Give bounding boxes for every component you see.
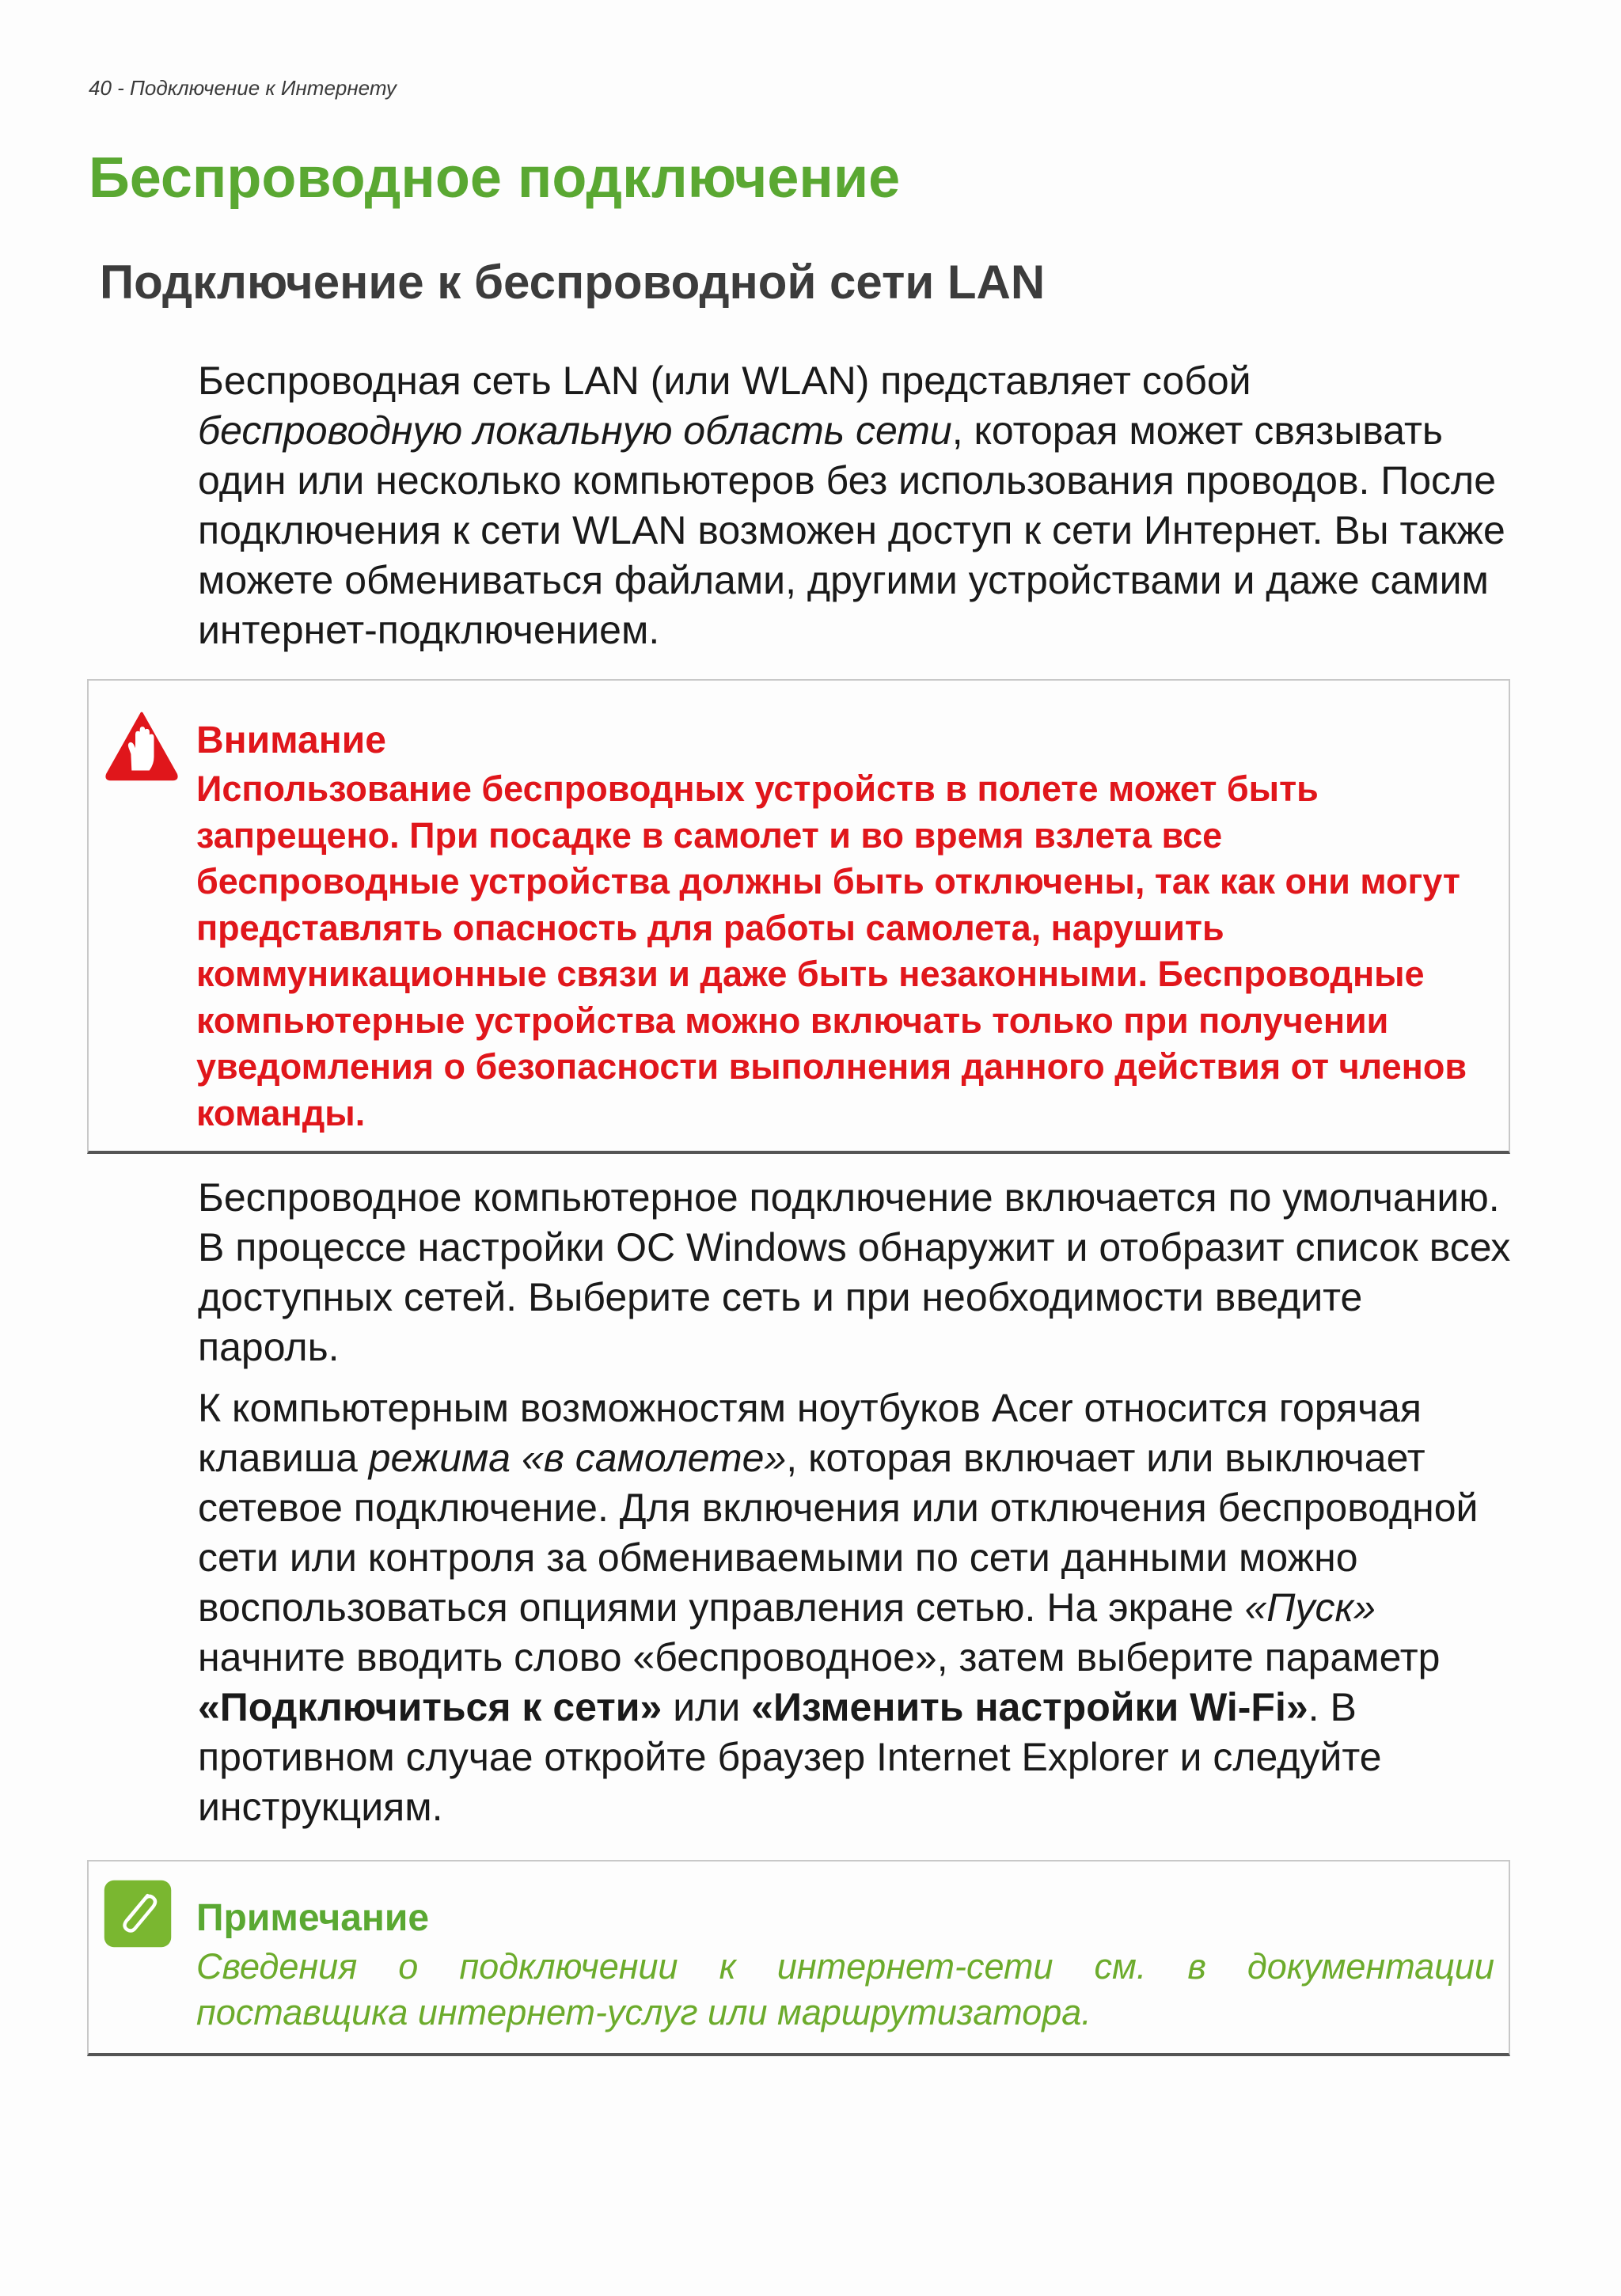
para3-text-4: или [662, 1685, 752, 1729]
warning-title: Внимание [196, 719, 386, 761]
page-title: Беспроводное подключение [89, 146, 901, 210]
default-connection-paragraph: Беспроводное компьютерное подключение включается по умолчанию. В процессе настройки ОС Windows обнаружит и отобразит список всех доступных сетей. Выберите сеть и при необходимости введите пароль. [198, 1175, 1511, 1369]
raised-hand-warning-icon [104, 709, 179, 784]
intro-italic-term: беспроводную локальную область сети [198, 408, 952, 453]
connect-to-network-option: «Подключиться к сети» [198, 1685, 662, 1729]
warning-text: Использование беспроводных устройств в полете может быть запрещено. При посадке в самолет и во время взлета все беспроводные устройства должны быть отключены, так как они могут представлять опасность для работы самолета, нарушить коммуникационные связи и даже быть незаконными. Беспроводные компьютерные устройства можно включать только при получении уведомления о безопасности выполнения данного действия от членов команды. [196, 768, 1467, 1133]
para3-text-2: , которая включает или выключает сетевое подключение. Для включения или отключения беспроводной сети или контроля за обмениваемыми по сети данными можно воспользоваться опциями управления сетью. На экране [198, 1436, 1479, 1630]
para3-text-1: К компьютерным возможностям ноутбуков Acer относится горячая клавиша [198, 1386, 1422, 1480]
para3-text-3: начните вводить слово «беспроводное», затем выберите параметр [198, 1635, 1441, 1679]
start-screen-term: «Пуск» [1244, 1585, 1376, 1630]
intro-paragraph [198, 356, 1512, 655]
note-text: Сведения о подключении к интернет-сети см. в документации поставщика интернет-услуг или маршрутизатора. [196, 1946, 1494, 2032]
change-wifi-settings-option: «Изменить настройки Wi-Fi» [751, 1685, 1308, 1729]
airplane-mode-paragraph [198, 1383, 1512, 1832]
intro-text-1: Беспроводная сеть LAN (или WLAN) представляет собой [198, 359, 1251, 403]
note-box [87, 1860, 1510, 2056]
intro-text-2: , которая может связывать один или несколько компьютеров без использования проводов. После подключения к сети WLAN возможен доступ к сети Интернет. Вы также можете обмениваться файлами, другими устройствами и даже самим интернет-подключением. [198, 408, 1505, 652]
warning-box [87, 679, 1510, 1154]
section-title: Подключение к беспроводной сети LAN [100, 256, 1046, 309]
paperclip-note-icon [103, 1879, 173, 1949]
running-header: 40 - Подключение к Интернету [89, 76, 397, 100]
airplane-mode-term: режима «в самолете» [368, 1436, 787, 1480]
note-title: Примечание [196, 1897, 430, 1939]
para3-text-5: . В противном случае откройте браузер Internet Explorer и следуйте инструкциям. [198, 1685, 1382, 1829]
